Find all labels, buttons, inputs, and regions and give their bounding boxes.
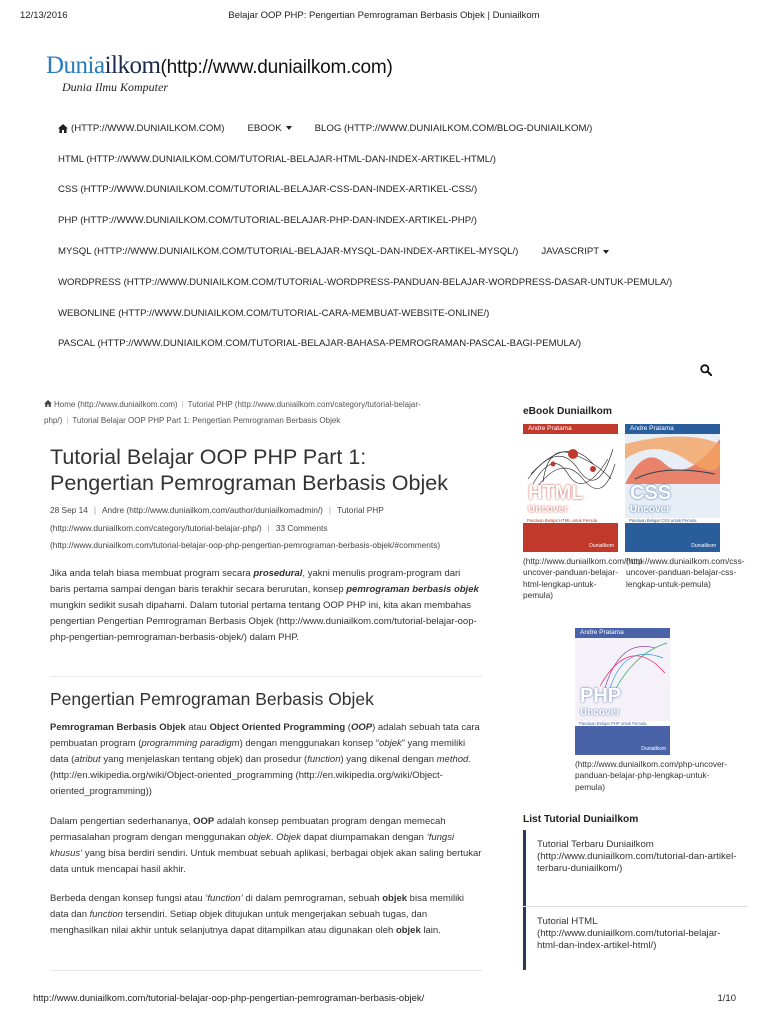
post-title-line-2: Pengertian Pemrograman Berbasis Objek	[50, 471, 448, 495]
italic-text: Objek	[276, 832, 301, 844]
sidebar-ebook-title: eBook Duniailkom	[523, 406, 612, 417]
text: .	[270, 832, 277, 844]
nav-item-javascript-label: JAVASCRIPT	[541, 246, 600, 258]
home-icon	[58, 124, 68, 133]
text: Jika anda telah biasa membuat program secara	[50, 568, 254, 579]
ebook-cover-php[interactable]	[575, 628, 670, 755]
text: ) dengan menggunakan konsep “	[239, 738, 380, 750]
print-header	[0, 10, 768, 24]
ebook-subtitle: Uncover	[630, 504, 671, 515]
post-author-link[interactable]: Andre (http://www.duniailkom.com/author/duniailkomadmin/)	[102, 505, 323, 515]
italic-text: function	[89, 909, 123, 921]
text: Dalam pengertian sederhananya,	[50, 816, 194, 827]
nav-item-blog[interactable]	[315, 123, 593, 134]
text: tersendiri. Setiap objek ditujukan untuk mengerjakan sebuah tugas, dan menghasilkan nilai akhir untuk selanjutnya dapat ditampilkan atau digunakan oleh	[50, 909, 428, 937]
section-heading: Pengertian Pemrograman Berbasis Objek	[50, 689, 374, 709]
italic-text: ‘function’	[205, 893, 243, 904]
text: bisa memiliki data dan	[50, 893, 465, 921]
nav-item-html[interactable]	[58, 154, 496, 165]
text: yang bisa berdiri sendiri. Untuk membuat sebuah aplikasi, berbagai objek akan saling bertukar data untuk mencapai hasil akhir.	[50, 848, 482, 876]
nav-item-wordpress-label: WORDPRESS (HTTP://WWW.DUNIAILKOM.COM/TUTORIAL-WORDPRESS-PANDUAN-BELAJAR-WORDPRESS-DASAR-UNTUK-PEMULA/)	[58, 276, 673, 288]
article-paragraph	[50, 566, 482, 646]
breadcrumb-separator: |	[66, 416, 69, 425]
ebook-author: Andre Pratama	[630, 425, 674, 432]
ebook-publisher: Duniailkom	[641, 746, 666, 752]
text: (	[345, 722, 351, 733]
breadcrumb-category[interactable]: Tutorial PHP (http://www.duniailkom.com/category/tutorial-belajar-php/)	[44, 400, 421, 425]
nav-item-home[interactable]	[58, 123, 225, 134]
site-tagline: Dunia Ilmu Komputer	[62, 80, 168, 94]
post-title-line-1: Tutorial Belajar OOP PHP Part 1:	[50, 445, 367, 469]
post-meta: 28 Sep 14 | Andre (http://www.duniailkom.com/author/duniailkomadmin/) | Tutorial PHP (http://www.duniailkom.com/category/tutorial-belajar-php/) | 33 Comments (http://www.duniailkom.com/tutorial-belajar-oop-php-pengertian-pemrograman-berbasis-objek/#comments)	[50, 505, 441, 550]
article-paragraph	[50, 814, 482, 878]
text: atau	[185, 722, 210, 733]
list-divider	[523, 906, 747, 907]
italic-text: ‘fungsi khusus’	[50, 832, 455, 860]
divider	[50, 676, 482, 677]
bold-text: objek	[395, 925, 421, 937]
bold-text: Pemrograman Berbasis Objek	[50, 722, 186, 733]
ebook-title: PHP	[580, 685, 622, 707]
nav-item-home-label: (HTTP://WWW.DUNIAILKOM.COM)	[71, 122, 225, 134]
sidebar-list-title: List Tutorial Duniailkom	[523, 814, 639, 825]
ebook-title: CSS	[630, 482, 672, 504]
divider	[50, 970, 482, 971]
italic-text: objek	[248, 832, 271, 844]
caret-down-icon	[286, 126, 292, 130]
bold-text: OOP	[193, 816, 215, 827]
text: mungkin sedikit susah dipahami. Dalam tutorial pertama tentang OOP PHP ini, kita akan membahas pengertian Pengertian Pemrograman Berbasis Objek (http://www.duniailkom.com/tutorial-belajar-oop-php-pengertian-pemrograman-berbasis-objek/) dalam PHP.	[50, 600, 477, 644]
nav-row	[58, 236, 738, 267]
nav-row	[58, 298, 738, 329]
tutorial-list-item[interactable]: Tutorial Terbaru Duniailkom (http://www.duniailkom.com/tutorial-dan-artikel-terbaru-duniailkom/)	[537, 839, 737, 874]
nav-row	[58, 175, 738, 206]
ebook-tagline: Panduan Belajar HTML untuk Pemula	[527, 518, 598, 523]
bold-text: Object Oriented Programming	[209, 722, 346, 733]
ebook-subtitle: Uncover	[528, 504, 569, 515]
nav-item-wordpress[interactable]	[58, 277, 672, 288]
ebook-caption[interactable]: (http://www.duniailkom.com/php-uncover-panduan-belajar-php-lengkap-untuk-pemula)	[575, 759, 728, 792]
text: lain.	[420, 925, 441, 937]
ebook-publisher: Duniailkom	[589, 543, 614, 549]
ebook-author: Andre Pratama	[580, 629, 624, 636]
nav-item-php[interactable]	[58, 215, 477, 226]
breadcrumb-current: Tutorial Belajar OOP PHP Part 1: Pengertian Pemrograman Berbasis Objek	[72, 416, 341, 425]
italic-text: atribut	[74, 754, 101, 766]
ebook-author: Andre Pratama	[528, 425, 572, 432]
ebook-cover-css[interactable]	[625, 424, 720, 552]
post-category-link[interactable]: Tutorial PHP	[337, 505, 384, 515]
print-page-number: 1/10	[717, 993, 736, 1004]
post-comments-link[interactable]: 33 Comments	[275, 522, 328, 533]
nav-item-pascal-label: PASCAL (HTTP://WWW.DUNIAILKOM.COM/TUTORIAL-BELAJAR-BAHASA-PEMROGRAMAN-PASCAL-BAGI-PEMULA/)	[58, 338, 582, 350]
nav-item-css[interactable]	[58, 184, 477, 195]
article-paragraph	[50, 891, 482, 939]
text: , yakni menulis program-program dari baris pertama sampai dengan baris terakhir secara berurutan, konsep	[50, 568, 461, 596]
nav-item-mysql-label: MYSQL (HTTP://WWW.DUNIAILKOM.COM/TUTORIAL-BELAJAR-MYSQL-DAN-INDEX-ARTIKEL-MYSQL/)	[58, 246, 519, 258]
emphasis-text: prosedural	[253, 568, 303, 579]
text: ) adalah sebuah tata cara pembuatan program (	[50, 722, 480, 750]
nav-row	[58, 329, 738, 360]
article-paragraph	[50, 720, 482, 800]
text: ” yang memiliki data (	[50, 738, 466, 766]
emphasis-text: OOP	[350, 722, 373, 733]
home-icon	[44, 400, 52, 407]
breadcrumb-home[interactable]: Home (http://www.duniailkom.com)	[54, 400, 178, 409]
ebook-subtitle: Uncover	[580, 707, 621, 718]
print-footer	[0, 993, 768, 1007]
text: dapat diumpamakan dengan	[300, 832, 427, 844]
text: yang menjelaskan tentang objek) dan prosedur (	[100, 754, 308, 766]
italic-text: programming paradigm	[141, 738, 240, 750]
nav-item-ebook-label: EBOOK	[247, 122, 282, 134]
breadcrumb	[44, 397, 474, 429]
post-comments-url[interactable]: (http://www.duniailkom.com/tutorial-belajar-oop-php-pengertian-pemrograman-berbasis-objek/#comments)	[50, 540, 441, 550]
main-nav	[58, 113, 738, 359]
print-date: 12/13/2016	[20, 10, 68, 21]
text: . (http://en.wikipedia.org/wiki/Object-oriented_programming (http://en.wikipedia.org/wiki/Object-oriented_programming))	[50, 754, 471, 798]
nav-item-pascal[interactable]	[58, 338, 581, 349]
nav-row	[58, 113, 738, 144]
ebook-tagline: Panduan Belajar PHP untuk Pemula	[579, 721, 647, 726]
nav-item-css-label: CSS (HTTP://WWW.DUNIAILKOM.COM/TUTORIAL-BELAJAR-CSS-DAN-INDEX-ARTIKEL-CSS/)	[58, 184, 478, 196]
ebook-title: HTML	[528, 482, 584, 504]
italic-text: method	[436, 754, 469, 766]
print-page-title: Belajar OOP PHP: Pengertian Pemrograman Berbasis Objek | Duniailkom	[228, 10, 540, 21]
logo-text-ilkom: ilkom	[104, 52, 161, 79]
search-icon[interactable]	[700, 364, 712, 376]
breadcrumb-separator: |	[181, 400, 184, 409]
nav-item-webonline[interactable]	[58, 308, 489, 319]
nav-item-html-label: HTML (HTTP://WWW.DUNIAILKOM.COM/TUTORIAL-BELAJAR-HTML-DAN-INDEX-ARTIKEL-HTML/)	[58, 153, 496, 165]
tutorial-list-item[interactable]: Tutorial HTML (http://www.duniailkom.com/tutorial-belajar-html-dan-index-artikel-html/)	[537, 916, 721, 951]
nav-item-ebook[interactable]	[248, 123, 292, 134]
italic-text: function	[307, 754, 341, 766]
nav-row	[58, 267, 738, 298]
bold-text: objek	[382, 893, 408, 904]
site-logo[interactable]	[46, 52, 393, 80]
ebook-publisher: Duniailkom	[691, 543, 716, 549]
text: adalah konsep pembuatan program dengan memecah permasalahan program dengan menggunakan	[50, 816, 446, 844]
ebook-cover-html[interactable]	[523, 424, 618, 552]
text: di dalam pemrograman, sebuah	[242, 893, 383, 904]
text: Berbeda dengan konsep fungsi atau	[50, 893, 206, 904]
nav-row	[58, 205, 738, 236]
post-category-url[interactable]: (http://www.duniailkom.com/category/tutorial-belajar-php/)	[50, 522, 262, 533]
logo-text-dunia: Dunia	[46, 52, 105, 79]
ebook-caption[interactable]: (http://www.duniailkom.com/css-uncover-panduan-belajar-css-lengkap-untuk-pemula)	[626, 556, 745, 589]
post-title	[50, 444, 490, 496]
nav-item-webonline-label: WEBONLINE (HTTP://WWW.DUNIAILKOM.COM/TUTORIAL-CARA-MEMBUAT-WEBSITE-ONLINE/)	[58, 307, 490, 319]
nav-item-php-label: PHP (HTTP://WWW.DUNIAILKOM.COM/TUTORIAL-BELAJAR-PHP-DAN-INDEX-ARTIKEL-PHP/)	[58, 215, 477, 227]
print-footer-url: http://www.duniailkom.com/tutorial-belajar-oop-php-pengertian-pemrograman-berbasis-objek/	[33, 993, 425, 1004]
emphasis-text: pemrograman berbasis objek	[346, 584, 479, 596]
ebook-tagline: Panduan Belajar CSS untuk Pemula	[629, 518, 697, 523]
caret-down-icon	[603, 250, 609, 254]
nav-item-mysql[interactable]	[58, 246, 518, 257]
text: ) yang dikenal dengan	[340, 754, 437, 766]
nav-item-javascript[interactable]	[541, 246, 609, 257]
post-date: 28 Sep 14	[50, 505, 88, 515]
logo-url: (http://www.duniailkom.com)	[160, 57, 393, 78]
nav-row	[58, 144, 738, 175]
nav-item-blog-label: BLOG (HTTP://WWW.DUNIAILKOM.COM/BLOG-DUNIAILKOM/)	[314, 122, 593, 134]
italic-text: objek	[379, 738, 402, 750]
ebook-caption[interactable]: (http://www.duniailkom.com/html-uncover-panduan-belajar-html-lengkap-untuk-pemula)	[523, 556, 645, 600]
